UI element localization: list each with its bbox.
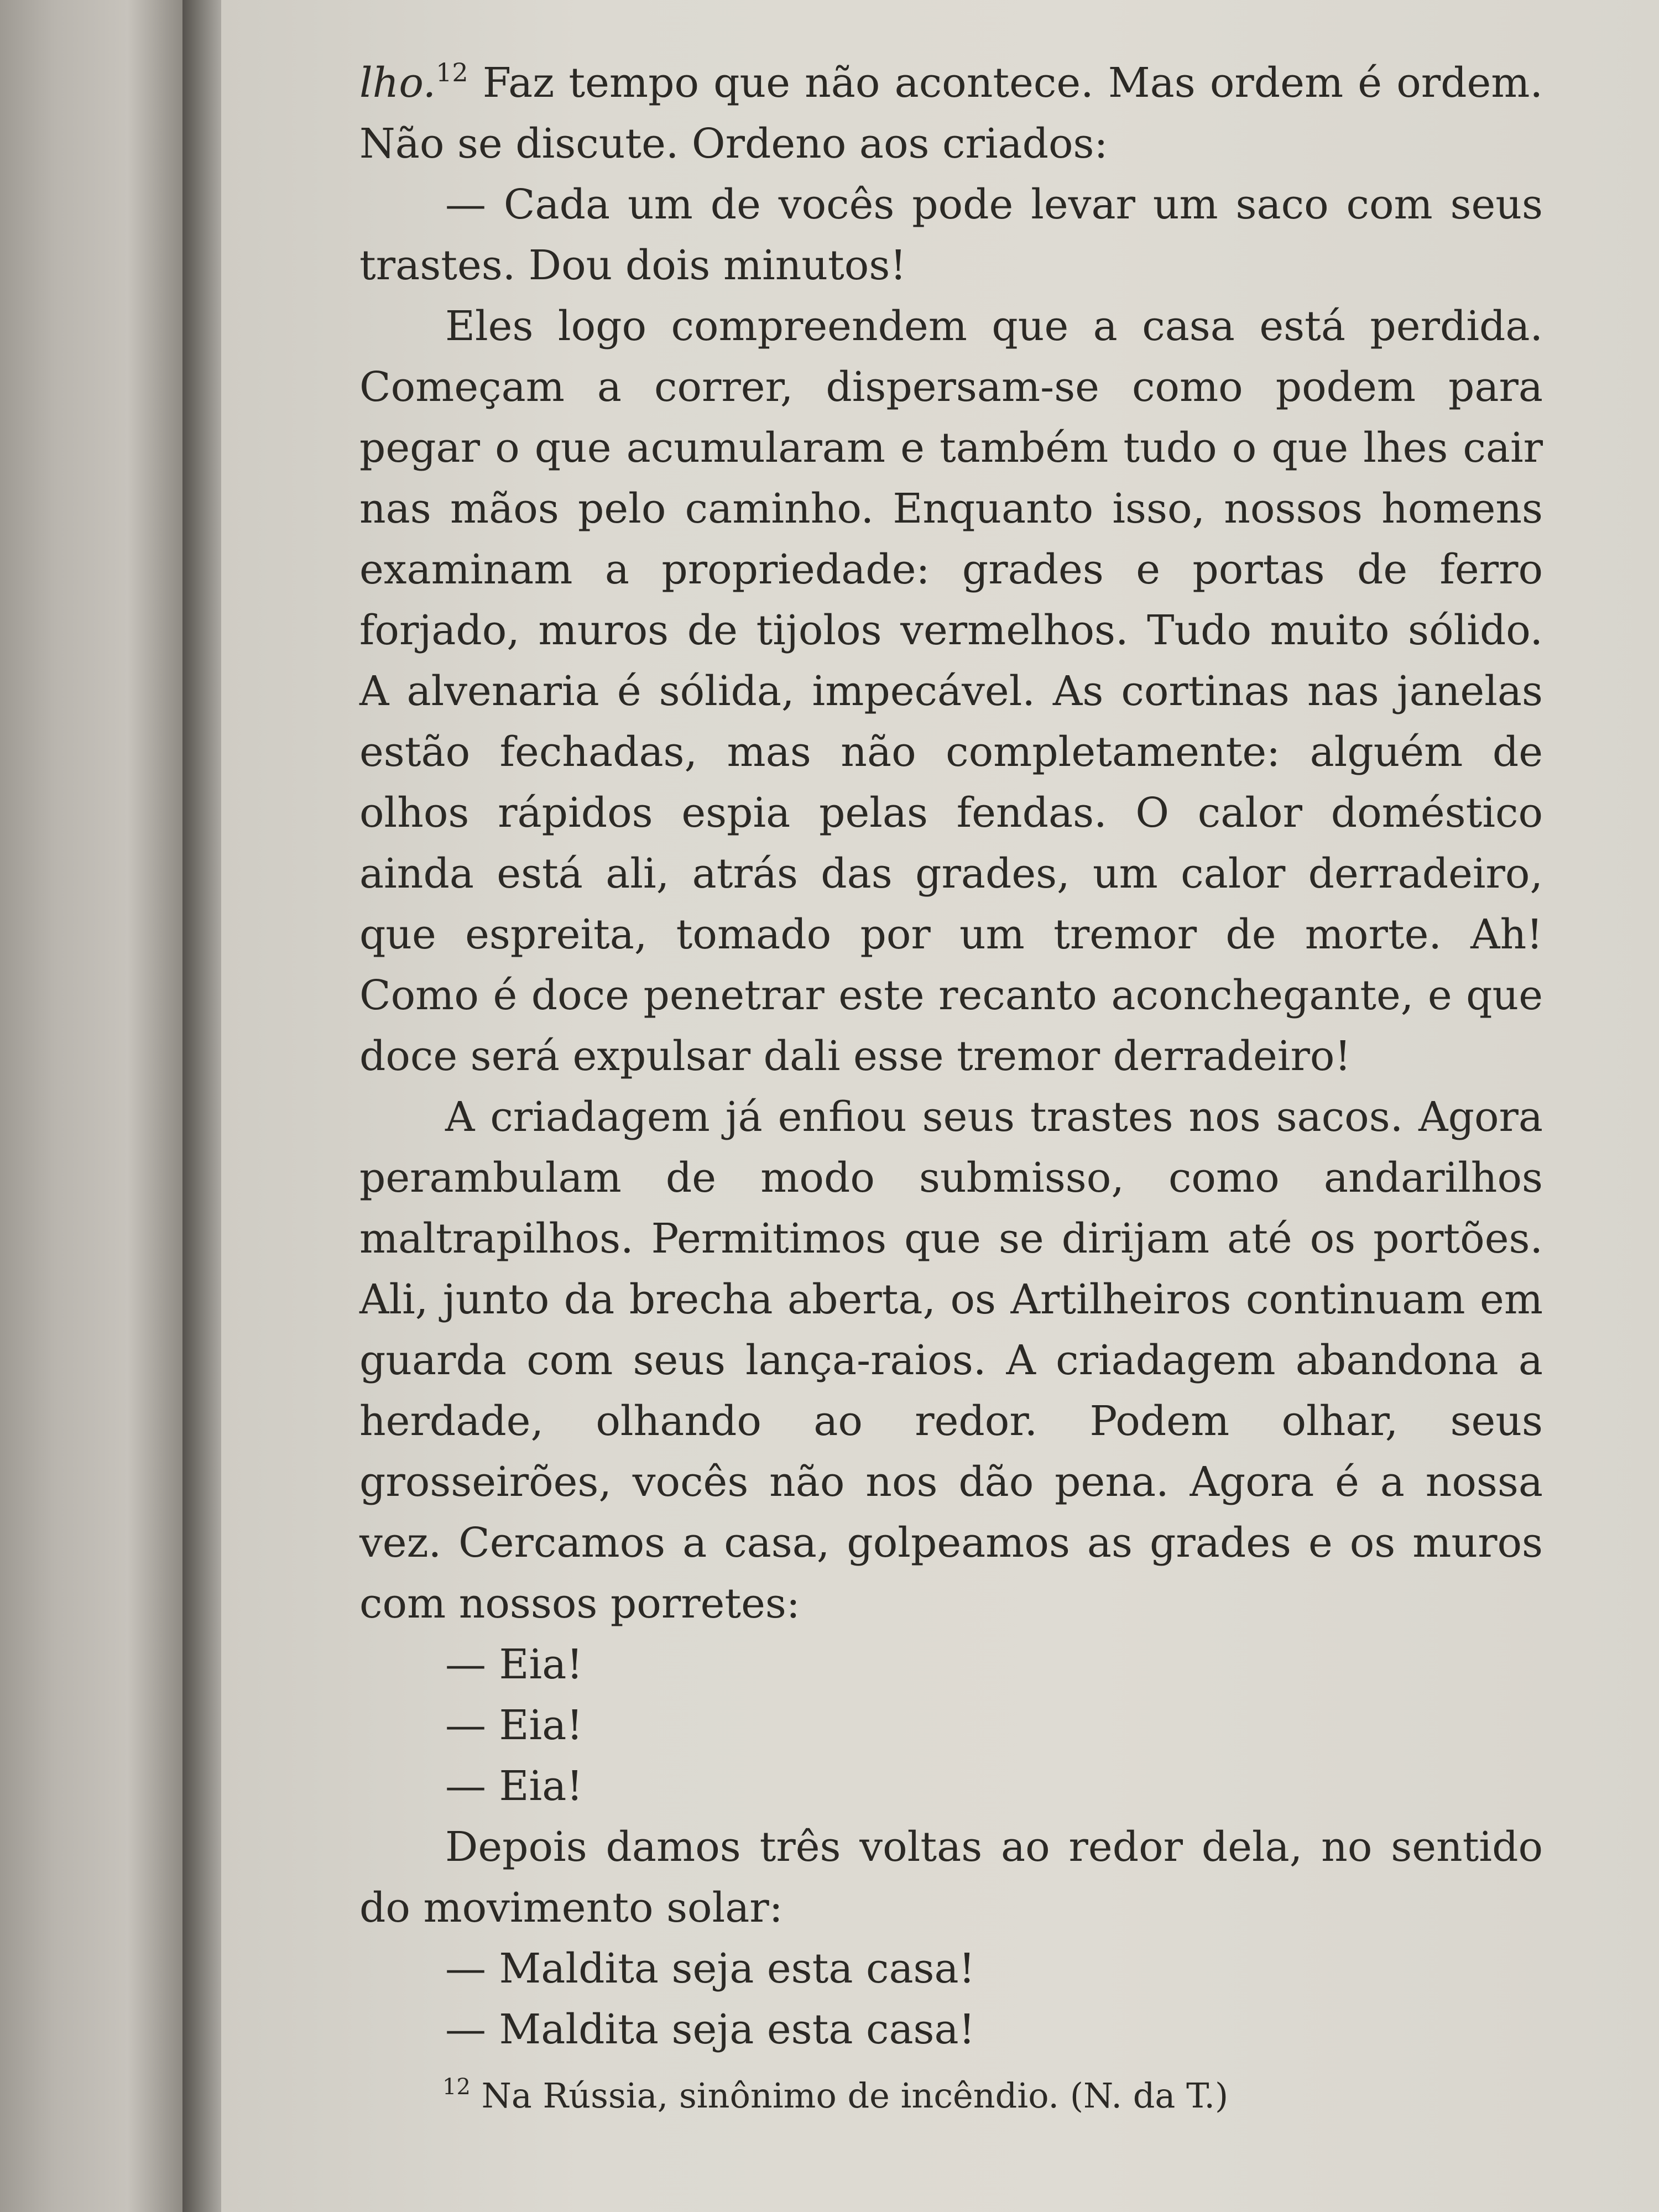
paragraph-9: — Maldita seja esta casa! [445, 1945, 975, 1992]
paragraph-4: A criadagem já enfiou seus trastes nos sacos. Agora perambulam de modo submisso, como andarilhos maltrapilhos. Permitimos que se dirijam até os portões. Ali, junto da brecha aberta, os Artilheiros continuam em guarda com seus lança-raios. A criadagem abandona a herdade, olhando ao redor. Podem olhar, seus grosseirões, vocês não nos dão pena. Agora é a nossa vez. Cercamos a casa, golpeamos as grades e os muros com nossos porretes: [359, 1093, 1543, 1627]
paragraph-1-text: Faz tempo que não acontece. Mas ordem é ordem. Não se discute. Ordeno aos criados: [359, 59, 1543, 168]
footnote-text: Na Rússia, sinônimo de incêndio. (N. da T.) [470, 2075, 1229, 2116]
page-body-text [359, 53, 1543, 2060]
paragraph-6: — Eia! [445, 1702, 583, 1749]
paragraph-1 [359, 53, 1543, 174]
paragraph-5: — Eia! [445, 1641, 583, 1688]
italic-word: lho. [359, 59, 436, 107]
paragraph-2: — Cada um de vocês pode levar um saco com seus trastes. Dou dois minutos! [359, 181, 1543, 289]
footnote-number: 12 [442, 2074, 471, 2100]
footnote [442, 2071, 1521, 2121]
previous-page-edge [0, 0, 182, 2212]
book-gutter [182, 0, 227, 2212]
paragraph-7: — Eia! [445, 1762, 583, 1810]
paragraph-8: Depois damos três voltas ao redor dela, no sentido do movimento solar: [359, 1823, 1543, 1932]
footnote-reference: 12 [436, 58, 468, 87]
paragraph-10: — Maldita seja esta casa! [445, 2006, 975, 2053]
paragraph-3: Eles logo compreendem que a casa está perdida. Começam a correr, dispersam-se como podem para pegar o que acumularam e também tudo o que lhes cair nas mãos pelo caminho. Enquanto isso, nossos homens examinam a propriedade: grades e portas de ferro forjado, muros de tijolos vermelhos. Tudo muito sólido. A alvenaria é sólida, impecável. As cortinas nas janelas estão fechadas, mas não completamente: alguém de olhos rápidos espia pelas fendas. O calor doméstico ainda está ali, atrás das grades, um calor derradeiro, que espreita, tomado por um tremor de morte. Ah! Como é doce penetrar este recanto aconchegante, e que doce será expulsar dali esse tremor derradeiro! [359, 302, 1543, 1080]
